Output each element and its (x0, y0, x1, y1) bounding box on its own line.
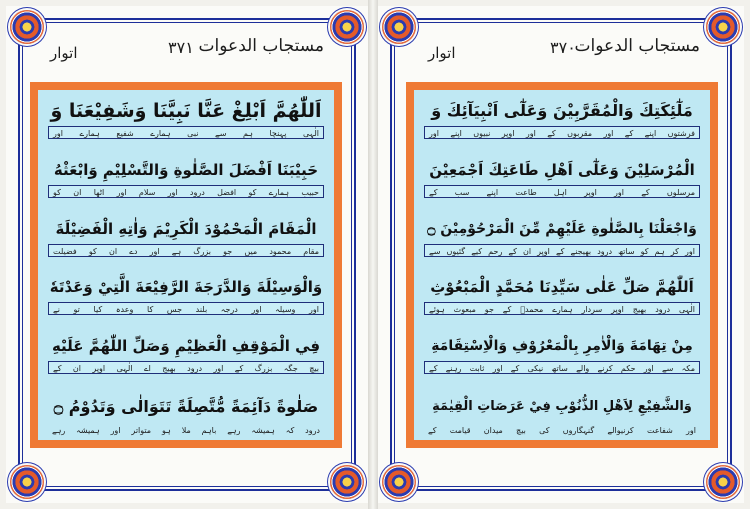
verse-line (48, 390, 324, 434)
corner-ornament (330, 10, 364, 44)
arabic-text: صَلٰوةً دَآئِمَةً مُّتَّصِلَةً تَتَوَالٰى وَتَدُوْمُ ۝ (53, 396, 319, 416)
arabic-text: فِي الْمَوْقِفِ الْعَظِيْمِ وَصَلِّ اللّٰهُمَّ عَلَيْهِ (51, 337, 321, 356)
corner-ornament (330, 465, 364, 499)
urdu-translation: مرسلوں کے اور اوپر اہل طاعت اپنے سب کے (424, 185, 700, 198)
day-label: اتوار (50, 44, 78, 62)
urdu-translation: اور وسیلہ اور درجہ بلند جس کا وعدہ کیا تو نے (48, 302, 324, 315)
urdu-translation: حبیب ہمارے کو افضل درود اور سلام اور اٹھا ان کو (48, 185, 324, 198)
urdu-translation: الٰہی درود بھیج اوپر سردار ہمارے محمدؐ کے جو مبعوث ہوئے (424, 302, 700, 315)
text-panel-border (30, 82, 342, 448)
verse-line (424, 96, 700, 140)
urdu-translation: بیچ جگہ بزرگ کے اور درود بھیج اے الٰہی اوپر ان کے (48, 361, 324, 374)
verse-line (424, 331, 700, 375)
arabic-text: وَالْوَسِيْلَةَ وَالدَّرَجَةَ الرَّفِيْعَةَ الَّتِيْ وَعَدْتَهٗ (49, 278, 323, 297)
page-header (50, 28, 324, 76)
verse-line (424, 155, 700, 199)
book-title: مستجاب الدعوات (574, 36, 700, 56)
verse-line (424, 390, 700, 434)
verse-line (48, 214, 324, 258)
arabic-text: اَللّٰهُمَّ اَبْلِغْ عَنَّا نَبِيَّنَا وَشَفِيْعَنَا وَ (50, 100, 322, 122)
day-label: اتوار (428, 44, 456, 62)
verse-line (424, 214, 700, 258)
arabic-text: مَلٰٓئِكَتِكَ وَالْمُقَرَّبِيْنَ وَعَلٰٓى اَنْبِيَآئِكَ وَ (431, 101, 693, 120)
right-page (378, 6, 744, 503)
urdu-translation: اور کر ہم کو ساتھ درود بھیجنے کے اوپر ان کے رحم کیے گئیوں سے (424, 244, 700, 257)
urdu-translation: مکہ سے اور حکم کرنے والے ساتھ نیکی کے اور ثابت رہنے کے (424, 361, 700, 374)
arabic-text: اَللّٰهُمَّ صَلِّ عَلٰى سَيِّدِنَا مُحَمَّدٍ الْمَبْعُوْثِ (430, 278, 694, 297)
arabic-text: الْمُرْسَلِيْنَ وَعَلٰٓى اَهْلِ طَاعَتِكَ اَجْمَعِيْنَ (429, 160, 695, 179)
book-title: مستجاب الدعوات (198, 36, 324, 56)
verse-line (424, 272, 700, 316)
page-header (422, 28, 700, 76)
text-panel-border (406, 82, 718, 448)
book-spine (368, 0, 378, 509)
verse-line (48, 96, 324, 140)
corner-ornament (706, 465, 740, 499)
verse-lines (424, 96, 700, 434)
arabic-text: وَالشَّفِيْعِ لِاَهْلِ الذُّنُوْبِ فِيْ عَرَصَاتِ الْقِيٰمَةِ (432, 398, 692, 414)
arabic-text: وَاجْعَلْنَا بِالصَّلٰوةِ عَلَيْهِمْ مِّنَ الْمَرْحُوْمِيْنَ ۝ (427, 220, 697, 237)
urdu-translation: الٰہی پہنچا ہم سے نبی ہمارے شفیع ہمارے اور (48, 126, 324, 139)
page-number: ۳۷۱ (168, 38, 194, 57)
verse-lines (48, 96, 324, 434)
corner-ornament (706, 10, 740, 44)
verse-line (48, 155, 324, 199)
arabic-text: مِنْ تِهَامَةَ وَالْاٰمِرِ بِالْمَعْرُوْفِ وَالْاِسْتِقَامَةِ (431, 338, 693, 355)
left-page (6, 6, 368, 503)
corner-ornament (382, 10, 416, 44)
arabic-text: حَبِيْبَنَا اَفْضَلَ الصَّلٰوةِ وَالتَّسْلِيْمِ وَابْعَثْهُ (53, 160, 319, 179)
corner-ornament (10, 10, 44, 44)
verse-line (48, 272, 324, 316)
page-number: ۳۷۰ (550, 38, 576, 57)
text-panel (414, 90, 710, 440)
urdu-translation: مقام محمود میں جو بزرگ ہے اور دے ان کو فضیلت (48, 244, 324, 257)
verse-line (48, 331, 324, 375)
arabic-text: الْمَقَامَ الْمَحْمُوْدَ الْكَرِيْمَ وَاٰتِهِ الْفَضِيْلَةَ (55, 219, 317, 238)
urdu-translation: اور شفاعت کرنیوالے گنہگاروں کی بیچ میدان قیامت کے (428, 425, 696, 435)
corner-ornament (382, 465, 416, 499)
corner-ornament (10, 465, 44, 499)
text-panel (38, 90, 334, 440)
urdu-translation: درود کہ ہمیشہ رہے باہم ملا ہو متواتر اور ہمیشہ رہے (52, 425, 320, 435)
urdu-translation: فرشتوں اپنے کے اور مقربوں کے اور اوپر نبیوں اپنے اور (424, 126, 700, 139)
